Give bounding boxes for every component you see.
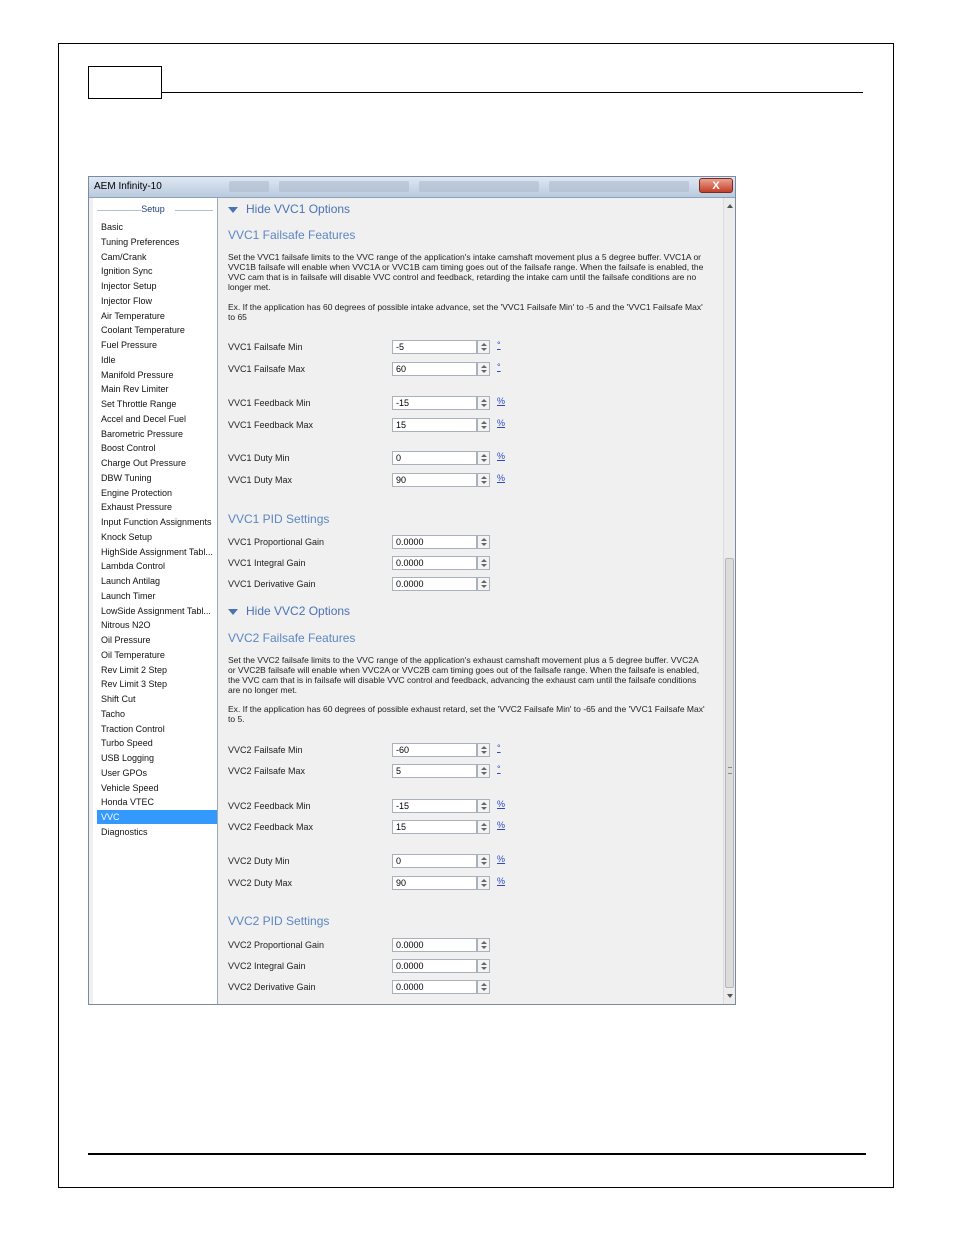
vvc1-row-label: VVC1 Derivative Gain — [228, 579, 316, 589]
sidebar-item[interactable]: Oil Pressure — [101, 635, 151, 645]
spinner[interactable] — [477, 938, 490, 952]
vvc2-row-label: VVC2 Integral Gain — [228, 961, 306, 971]
vvc1-row-label: VVC1 Duty Min — [228, 453, 290, 463]
spinner[interactable] — [477, 799, 490, 813]
spin-up-icon[interactable] — [481, 343, 487, 346]
spin-up-icon[interactable] — [481, 538, 487, 541]
spinner[interactable] — [477, 418, 490, 432]
vvc1-row-label: VVC1 Feedback Max — [228, 420, 314, 430]
vvc2-failsafe-example: Ex. If the application has 60 degrees of possible exhaust retard, set the 'VVC2 Failsafe Min' to -65 and the 'VVC1 Failsafe Max' to 5. — [228, 704, 705, 724]
sidebar-item[interactable]: VVC — [97, 810, 217, 824]
vvc2-row-label: VVC2 Feedback Max — [228, 822, 314, 832]
divider — [175, 210, 213, 211]
vvc2-value-field[interactable]: 90 — [392, 876, 477, 890]
sidebar-item[interactable]: Exhaust Pressure — [101, 502, 173, 513]
vvc2-row-label: VVC2 Feedback Min — [228, 801, 311, 811]
spin-down-icon[interactable] — [481, 348, 487, 351]
vvc2-row-label: VVC2 Proportional Gain — [228, 940, 325, 950]
app-window — [88, 176, 736, 1005]
spinner[interactable] — [477, 340, 490, 354]
unit-link[interactable]: % — [497, 396, 506, 406]
unit-link[interactable]: % — [497, 799, 506, 809]
sidebar-item[interactable]: Injector Flow — [101, 295, 153, 306]
spin-down-icon[interactable] — [481, 564, 487, 567]
sidebar-item[interactable]: Rev Limit 2 Step — [101, 664, 168, 675]
vvc1-value-field[interactable]: -15 — [392, 396, 477, 410]
spin-up-icon[interactable] — [481, 559, 487, 562]
unit-link[interactable]: ° — [497, 362, 501, 372]
sidebar-item[interactable]: Honda VTEC — [101, 797, 155, 808]
spin-down-icon[interactable] — [481, 426, 487, 429]
vvc1-failsafe-example: Ex. If the application has 60 degrees of possible intake advance, set the 'VVC1 Failsafe Min' to -5 and the 'VVC1 Failsafe Max' to 65 — [228, 302, 703, 322]
vvc1-value-field[interactable]: 15 — [392, 418, 477, 432]
vvc2-row-label: VVC2 Failsafe Min — [228, 745, 303, 755]
vvc2-row-label: VVC2 Duty Max — [228, 878, 293, 888]
sidebar-item[interactable]: Traction Control — [101, 723, 165, 734]
sidebar-item[interactable]: Ignition Sync — [101, 266, 153, 277]
header-rule — [162, 92, 863, 93]
sidebar-item[interactable]: Lambda Control — [101, 561, 166, 572]
sidebar-item[interactable]: User GPOs — [101, 767, 148, 778]
spin-up-icon[interactable] — [481, 962, 487, 965]
spin-down-icon[interactable] — [481, 459, 487, 462]
spin-down-icon[interactable] — [481, 862, 487, 865]
sidebar-item[interactable]: Shift Cut — [101, 694, 136, 704]
vvc1-row-label: VVC1 Duty Max — [228, 475, 293, 485]
vvc1-row-label: VVC1 Feedback Min — [228, 398, 311, 408]
spinner[interactable] — [477, 980, 490, 994]
spin-down-icon[interactable] — [481, 543, 487, 546]
vvc1-value-field[interactable]: -5 — [392, 340, 477, 354]
content-panel — [218, 198, 735, 1004]
spinner[interactable] — [477, 396, 490, 410]
blurred-title-area — [419, 181, 539, 192]
vvc2-row-label: VVC2 Failsafe Max — [228, 766, 306, 776]
sidebar-item[interactable]: Launch Antilag — [101, 576, 161, 586]
sidebar-item[interactable]: Charge Out Pressure — [101, 458, 187, 468]
vvc2-failsafe-description: Set the VVC2 failsafe limits to the VVC range of the application's exhaust camshaft movement plus a 5 degree buffer. VVC2A or VVC2B failsafe will enable when VVC2A or VVC2B cam timing goes out of the failsafe range. When the failsafe is enabled, the VVC cam that is in failsafe will disable VVC control and feedback, advancing the exhaust cam until the failsafe conditions are no longer met. — [228, 655, 700, 695]
vvc1-value-field[interactable]: 0.0000 — [392, 577, 477, 591]
vvc1-row-label: VVC1 Failsafe Min — [228, 342, 303, 352]
spinner[interactable] — [477, 556, 490, 570]
spin-up-icon[interactable] — [481, 580, 487, 583]
vvc1-row-label: VVC1 Integral Gain — [228, 558, 306, 568]
sidebar-item[interactable]: Tacho — [101, 708, 126, 719]
vvc2-row-label: VVC2 Duty Min — [228, 856, 290, 866]
spinner[interactable] — [477, 535, 490, 549]
spin-up-icon[interactable] — [481, 454, 487, 457]
sidebar-item[interactable]: Air Temperature — [101, 310, 165, 321]
vvc1-value-field[interactable]: 60 — [392, 362, 477, 376]
unit-link[interactable]: % — [497, 876, 506, 886]
sidebar-item[interactable]: Idle — [101, 354, 116, 365]
spin-down-icon[interactable] — [481, 828, 487, 831]
sidebar-item[interactable]: Basic — [101, 222, 124, 232]
sidebar-item[interactable]: Injector Setup — [101, 281, 157, 291]
spinner[interactable] — [477, 473, 490, 487]
sidebar-item[interactable]: Fuel Pressure — [101, 340, 158, 350]
sidebar-header: Setup — [141, 204, 165, 214]
spinner[interactable] — [477, 854, 490, 868]
unit-link[interactable]: ° — [497, 764, 501, 774]
vvc1-value-field[interactable]: 90 — [392, 473, 477, 487]
spinner[interactable] — [477, 959, 490, 973]
spin-up-icon[interactable] — [481, 399, 487, 402]
spin-down-icon[interactable] — [481, 481, 487, 484]
scroll-thumb[interactable] — [725, 558, 734, 988]
spin-down-icon[interactable] — [481, 988, 487, 991]
spin-down-icon[interactable] — [481, 884, 487, 887]
sidebar-item[interactable]: HighSide Assignment Tabl... — [101, 546, 213, 557]
spinner[interactable] — [477, 876, 490, 890]
spinner[interactable] — [477, 451, 490, 465]
vvc2-failsafe-title: VVC2 Failsafe Features — [228, 631, 356, 645]
sidebar-item[interactable]: Engine Protection — [101, 487, 173, 498]
spin-up-icon[interactable] — [481, 365, 487, 368]
spin-up-icon[interactable] — [481, 857, 487, 860]
vvc1-row-label: VVC1 Proportional Gain — [228, 537, 325, 547]
sidebar-item[interactable]: Rev Limit 3 Step — [101, 679, 168, 690]
hide-vvc2-toggle[interactable]: Hide VVC2 Options — [228, 604, 350, 618]
spinner[interactable] — [477, 362, 490, 376]
vvc2-value-field[interactable]: 15 — [392, 820, 477, 834]
blurred-title-area — [549, 181, 689, 192]
vvc1-failsafe-title: VVC1 Failsafe Features — [228, 228, 356, 242]
title-bar[interactable] — [89, 177, 735, 198]
spin-down-icon[interactable] — [481, 370, 487, 373]
unit-link[interactable]: % — [497, 854, 506, 864]
unit-link[interactable]: ° — [497, 340, 501, 350]
sidebar-item[interactable]: LowSide Assignment Tabl... — [101, 605, 211, 616]
sidebar-item[interactable]: Barometric Pressure — [101, 428, 184, 439]
page-number-box — [88, 66, 162, 99]
spin-up-icon[interactable] — [481, 802, 487, 805]
spin-down-icon[interactable] — [481, 751, 487, 754]
sidebar-item[interactable]: Knock Setup — [101, 531, 153, 542]
spin-up-icon[interactable] — [481, 746, 487, 749]
sidebar-item[interactable]: Launch Timer — [101, 590, 156, 601]
spin-up-icon[interactable] — [481, 983, 487, 986]
vvc2-pid-title: VVC2 PID Settings — [228, 914, 330, 928]
sidebar-item[interactable]: Set Throttle Range — [101, 399, 177, 409]
spin-down-icon[interactable] — [481, 967, 487, 970]
vvc2-row-label: VVC2 Derivative Gain — [228, 982, 316, 992]
spin-down-icon[interactable] — [481, 404, 487, 407]
sidebar-item[interactable]: Coolant Temperature — [101, 325, 185, 336]
sidebar-item[interactable]: DBW Tuning — [101, 472, 152, 483]
sidebar-item[interactable]: Tuning Preferences — [101, 236, 180, 247]
blurred-title-area — [279, 181, 409, 192]
sidebar-item[interactable]: Input Function Assignments — [101, 517, 212, 527]
vvc1-value-field[interactable]: 0 — [392, 451, 477, 465]
spinner[interactable] — [477, 743, 490, 757]
grip-icon — [728, 767, 732, 774]
sidebar-item[interactable]: Turbo Speed — [101, 738, 153, 749]
unit-link[interactable]: ° — [497, 743, 501, 753]
spin-up-icon[interactable] — [481, 476, 487, 479]
sidebar-item[interactable]: Cam/Crank — [101, 251, 147, 262]
window-title: AEM Infinity-10 — [94, 181, 162, 192]
vvc2-value-field[interactable]: 0.0000 — [392, 980, 477, 994]
spinner[interactable] — [477, 820, 490, 834]
vvc1-failsafe-description: Set the VVC1 failsafe limits to the VVC range of the application's intake camshaft movement plus a 5 degree buffer. VVC1A or VVC1B failsafe will enable when VVC1A or VVC1B cam timing goes out of the failsafe range. When the failsafe is enabled, the VVC cam that is in failsafe will disable VVC control and feedback, retarding the intake cam until the failsafe conditions are no longer met. — [228, 252, 704, 292]
spinner[interactable] — [477, 577, 490, 591]
sidebar-item[interactable]: Diagnostics — [101, 826, 148, 837]
vertical-scrollbar[interactable] — [723, 198, 736, 1004]
vvc2-value-field[interactable]: 0 — [392, 854, 477, 868]
collapse-triangle-icon — [228, 609, 238, 615]
sidebar-item[interactable]: Boost Control — [101, 443, 156, 454]
vvc2-value-field[interactable]: 0.0000 — [392, 938, 477, 952]
collapse-triangle-icon — [228, 207, 238, 213]
sidebar-item[interactable]: USB Logging — [101, 753, 155, 763]
sidebar — [93, 198, 218, 1004]
hide-vvc1-toggle[interactable]: Hide VVC1 Options — [228, 202, 350, 216]
scroll-up-arrow-icon[interactable] — [727, 204, 733, 208]
spin-up-icon[interactable] — [481, 421, 487, 424]
spin-up-icon[interactable] — [481, 941, 487, 944]
blurred-title-area — [229, 181, 269, 192]
close-button[interactable]: X — [699, 178, 733, 193]
spin-down-icon[interactable] — [481, 807, 487, 810]
footer-rule — [88, 1153, 866, 1155]
scroll-down-arrow-icon[interactable] — [727, 994, 733, 998]
sidebar-item[interactable]: Vehicle Speed — [101, 782, 159, 793]
sidebar-item[interactable]: Oil Temperature — [101, 649, 165, 660]
vvc2-value-field[interactable]: 0.0000 — [392, 959, 477, 973]
spin-down-icon[interactable] — [481, 772, 487, 775]
vvc2-value-field[interactable]: 5 — [392, 764, 477, 778]
spin-up-icon[interactable] — [481, 879, 487, 882]
sidebar-item[interactable]: Nitrous N2O — [101, 620, 151, 631]
unit-link[interactable]: % — [497, 418, 506, 428]
vvc1-value-field[interactable]: 0.0000 — [392, 556, 477, 570]
sidebar-item[interactable]: Manifold Pressure — [101, 369, 174, 380]
spin-down-icon[interactable] — [481, 946, 487, 949]
vvc1-pid-title: VVC1 PID Settings — [228, 512, 330, 526]
spinner[interactable] — [477, 764, 490, 778]
sidebar-item[interactable]: Main Rev Limiter — [101, 384, 169, 395]
unit-link[interactable]: % — [497, 820, 506, 830]
unit-link[interactable]: % — [497, 451, 506, 461]
vvc1-value-field[interactable]: 0.0000 — [392, 535, 477, 549]
spin-up-icon[interactable] — [481, 823, 487, 826]
unit-link[interactable]: % — [497, 473, 506, 483]
sidebar-item[interactable]: Accel and Decel Fuel — [101, 413, 187, 424]
vvc2-value-field[interactable]: -15 — [392, 799, 477, 813]
spin-up-icon[interactable] — [481, 767, 487, 770]
vvc2-value-field[interactable]: -60 — [392, 743, 477, 757]
vvc1-row-label: VVC1 Failsafe Max — [228, 364, 306, 374]
spin-down-icon[interactable] — [481, 585, 487, 588]
